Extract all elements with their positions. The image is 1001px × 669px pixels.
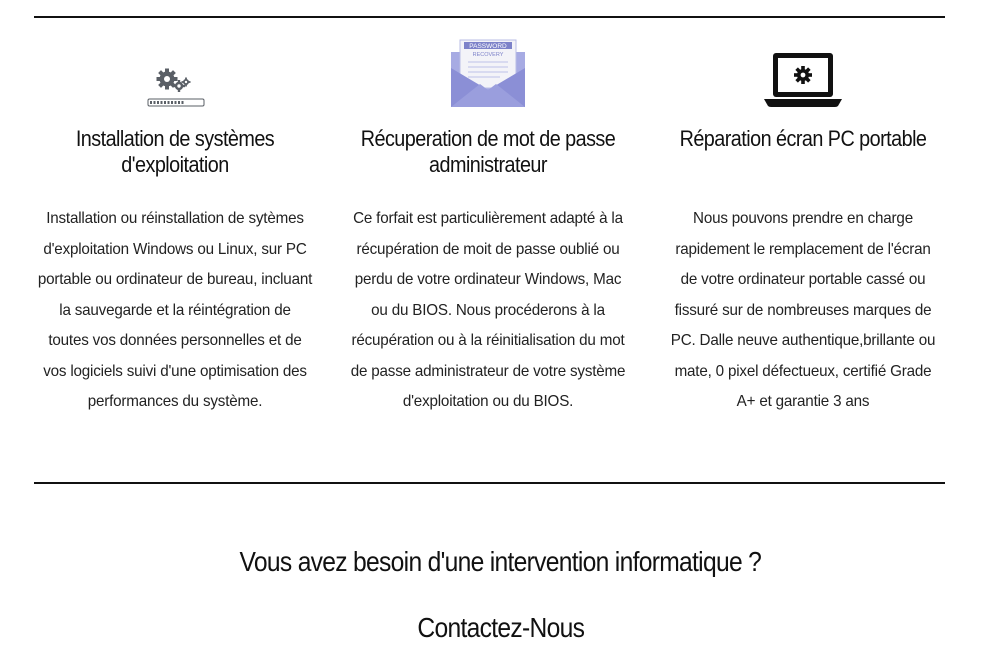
password-recovery-envelope-icon: [343, 30, 633, 108]
service-description: Nous pouvons prendre en charge rapidement le remplacement de l'écran de votre ordinateur portable cassé ou fissuré sur de nombreuses marques de PC. Dalle neuve authentique,brillante ou mate, 0 pixel défectueux, certifié Grade A+ et garantie 3 ans: [670, 210, 936, 410]
contact-us-link[interactable]: Contactez-Nous: [417, 612, 584, 643]
service-password-recovery: [343, 30, 633, 410]
cta-question: Vous avez besoin d'une intervention informatique ?: [239, 546, 762, 577]
top-divider: [34, 16, 945, 18]
svg-text:RECOVERY: RECOVERY: [472, 52, 504, 58]
service-title: Récuperation de mot de passe administrateur: [360, 126, 616, 177]
service-description: Ce forfait est particulièrement adapté à la récupération de moit de passe oublié ou perdu de votre ordinateur Windows, Mac ou du BIOS. Nous procéderons à la récupération ou à la réinitialisation du mot de passe administrateur de votre système d'exploitation ou du BIOS.: [350, 210, 626, 410]
service-title: Installation de systèmes d'exploitation: [75, 126, 275, 177]
gears-progress-icon: [30, 30, 320, 108]
service-description: Installation ou réinstallation de sytèmes d'exploitation Windows ou Linux, sur PC portable ou ordinateur de bureau, incluant la sauvegarde et la réintégration de toutes vos données personnelles et de vos logiciels suivi d'une optimisation des performances du système.: [37, 210, 313, 410]
service-title: Réparation écran PC portable: [679, 126, 927, 151]
service-os-installation: [30, 30, 320, 410]
service-laptop-screen-repair: [658, 30, 948, 410]
laptop-gear-icon: [658, 30, 948, 108]
bottom-divider: [34, 482, 945, 484]
svg-text:PASSWORD: PASSWORD: [469, 43, 507, 50]
